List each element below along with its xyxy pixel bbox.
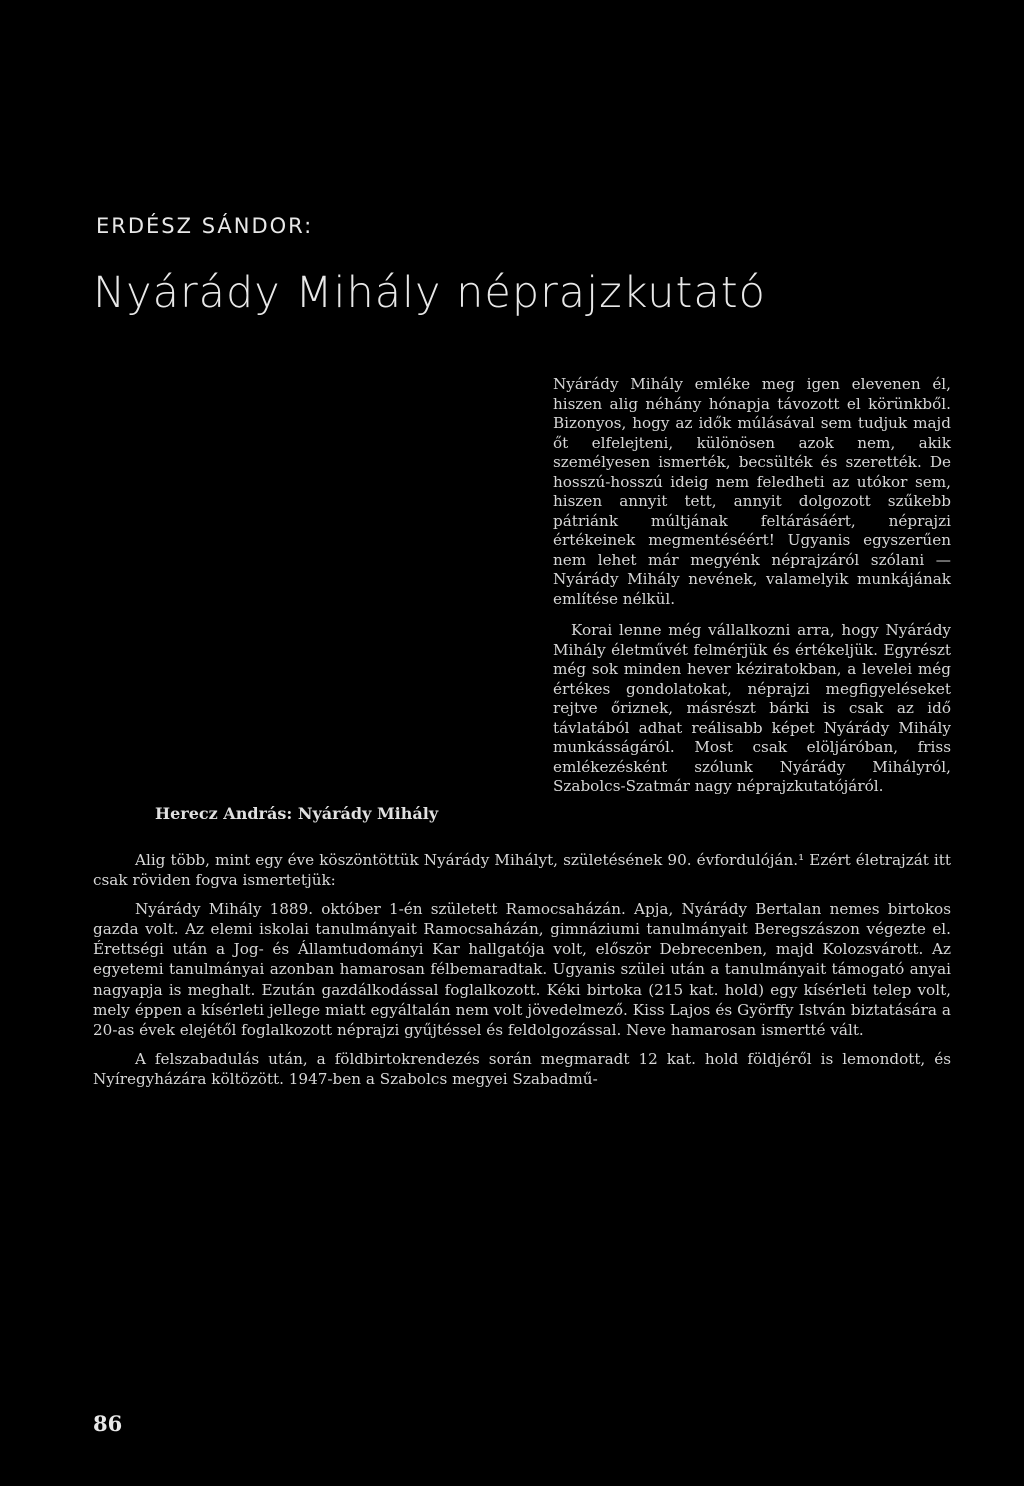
body-paragraph-3: A felszabadulás után, a földbirtokrendezés során megmaradt 12 kat. hold földjéről is lemondott, és Nyíregyházára költözött. 1947-ben a Szabolcs megyei Szabadmű-: [93, 1049, 951, 1088]
body-text: [93, 850, 951, 1089]
page-number: 86: [93, 1411, 123, 1436]
portrait-caption: Herecz András: Nyárády Mihály: [155, 804, 439, 823]
intro-column: [553, 375, 951, 797]
intro-paragraph-1: Nyárády Mihály emléke meg igen elevenen él, hiszen alig néhány hónapja távozott el körünkből. Bizonyos, hogy az idők múlásával sem tudjuk majd őt elfelejteni, különösen azok nem, akik személyesen ismerték, becsülték és szerették. De hosszú-hosszú ideig nem feledheti az utókor sem, hiszen annyit tett, annyit dolgozott szűkebb pátriánk múltjának feltárásáért, néprajzi értékeinek megmentéséért! Ugyanis egyszerűen nem lehet már megyénk néprajzáról szólani — Nyárády Mihály nevének, valamelyik munkájának említése nélkül.: [553, 375, 951, 608]
author-line: ERDÉSZ SÁNDOR:: [96, 214, 314, 238]
article-title: Nyárády Mihály néprajzkutató: [93, 268, 766, 318]
body-paragraph-1: Alig több, mint egy éve köszöntöttük Nyárády Mihályt, születésének 90. évfordulóján.¹ Ezért életrajzát itt csak röviden fogva ismertetjük:: [93, 851, 951, 890]
body-paragraph-2: Nyárády Mihály 1889. október 1-én született Ramocsaházán. Apja, Nyárády Bertalan nemes birtokos gazda volt. Az elemi iskolai tanulmányait Ramocsaházán, gimnáziumi tanulmányait Beregszászon végezte el. Érettségi után a Jog- és Államtudományi Kar hallgatója volt, először Debrecenben, majd Kolozsvárott. Az egyetemi tanulmányai azonban hamarosan félbemaradtak. Ugyanis szülei után a tanulmányait támogató anyai nagyapja is meghalt. Ezután gazdálkodással foglalkozott. Kéki birtoka (215 kat. hold) egy kísérleti telep volt, mely éppen a kísérleti jellege miatt egyáltalán nem volt jövedelmező. Kiss Lajos és Györffy István biztatására a 20-as évek elejétől foglalkozott néprajzi gyűjtéssel és feldolgozással. Neve hamarosan ismertté vált.: [93, 899, 951, 1040]
intro-paragraph-2: Korai lenne még vállalkozni arra, hogy Nyárády Mihály életművét felmérjük és értékeljük. Egyrészt még sok minden hever kéziratokban, a levelei még értékes gondolatokat, néprajzi megfigyeléseket rejtve őriznek, másrészt bárki is csak az idő távlatából adhat reálisabb képet Nyárády Mihály munkásságáról. Most csak elöljáróban, friss emlékezésként szólunk Nyárády Mihályról, Szabolcs-Szatmár nagy néprajzkutatójáról.: [553, 621, 951, 795]
